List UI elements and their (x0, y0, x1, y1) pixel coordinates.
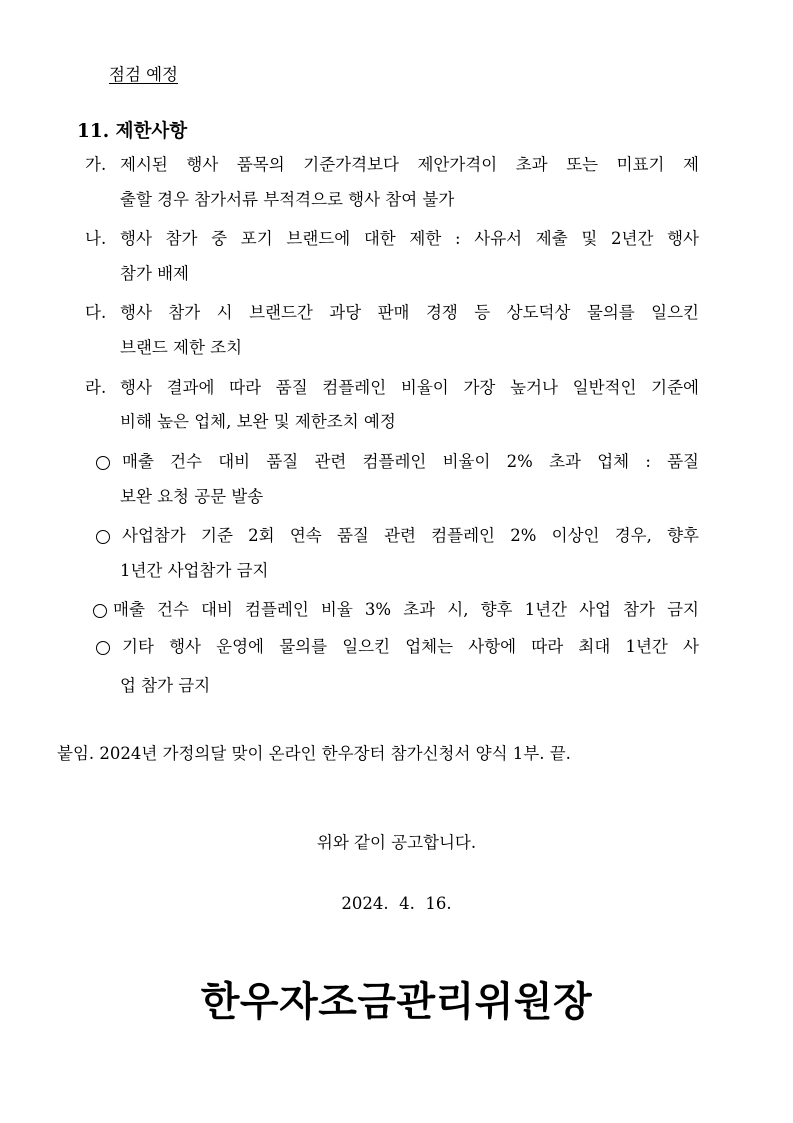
section-heading (77, 117, 187, 143)
issuer-title: 한우자조금관리위원장 (200, 979, 593, 1025)
bullet-1-line1: 매출 건수 대비 품질 관련 컴플레인 비율이 2% 초과 업체 : 품질 (122, 452, 699, 471)
item-ga-line2: 출할 경우 참가서류 부적격으로 행사 참여 불가 (120, 190, 455, 209)
item-ga-marker: 가. (85, 155, 107, 174)
section-number: 11. (77, 121, 110, 142)
announcement-date: 2024. 4. 16. (341, 894, 452, 913)
item-ga-line1: 제시된 행사 품목의 기준가격보다 제안가격이 초과 또는 미표기 제 (120, 155, 699, 174)
bullet-4-line2: 업 참가 금지 (120, 676, 211, 695)
item-ra-line1: 행사 결과에 따라 품질 컴플레인 비율이 가장 높거나 일반적인 기준에 (120, 378, 699, 397)
section-title: 제한사항 (115, 121, 188, 142)
bullet-2-line2: 1년간 사업참가 금지 (120, 561, 269, 580)
item-na-marker: 나. (85, 229, 107, 248)
inspection-note: 점검 예정 (109, 65, 179, 84)
item-ra-marker: 라. (85, 378, 107, 397)
announcement-text: 위와 같이 공고합니다. (316, 833, 477, 852)
circle-bullet-icon (96, 530, 110, 544)
circle-bullet-icon (93, 604, 107, 618)
bullet-3-line1: 매출 건수 대비 컴플레인 비율 3% 초과 시, 향후 1년간 사업 참가 금지 (113, 600, 699, 619)
item-da-line1: 행사 참가 시 브랜드간 과당 판매 경쟁 등 상도덕상 물의를 일으킨 (120, 303, 699, 322)
circle-bullet-icon (96, 641, 110, 655)
circle-bullet-icon (96, 456, 110, 470)
bullet-4-line1: 기타 행사 운영에 물의를 일으킨 업체는 사항에 따라 최대 1년간 사 (122, 637, 699, 656)
item-da-marker: 다. (85, 303, 107, 322)
item-na-line2: 참가 배제 (120, 264, 190, 283)
item-da-line2: 브랜드 제한 조치 (120, 338, 243, 357)
item-na-line1: 행사 참가 중 포기 브랜드에 대한 제한 : 사유서 제출 및 2년간 행사 (120, 229, 699, 248)
bullet-1-line2: 보완 요청 공문 발송 (120, 487, 264, 506)
item-ra-line2: 비해 높은 업체, 보완 및 제한조치 예정 (120, 412, 396, 431)
attachment-note: 붙임. 2024년 가정의달 맞이 온라인 한우장터 참가신청서 양식 1부. 끝. (57, 744, 571, 763)
bullet-2-line1: 사업참가 기준 2회 연속 품질 관련 컴플레인 2% 이상인 경우, 향후 (122, 526, 699, 545)
